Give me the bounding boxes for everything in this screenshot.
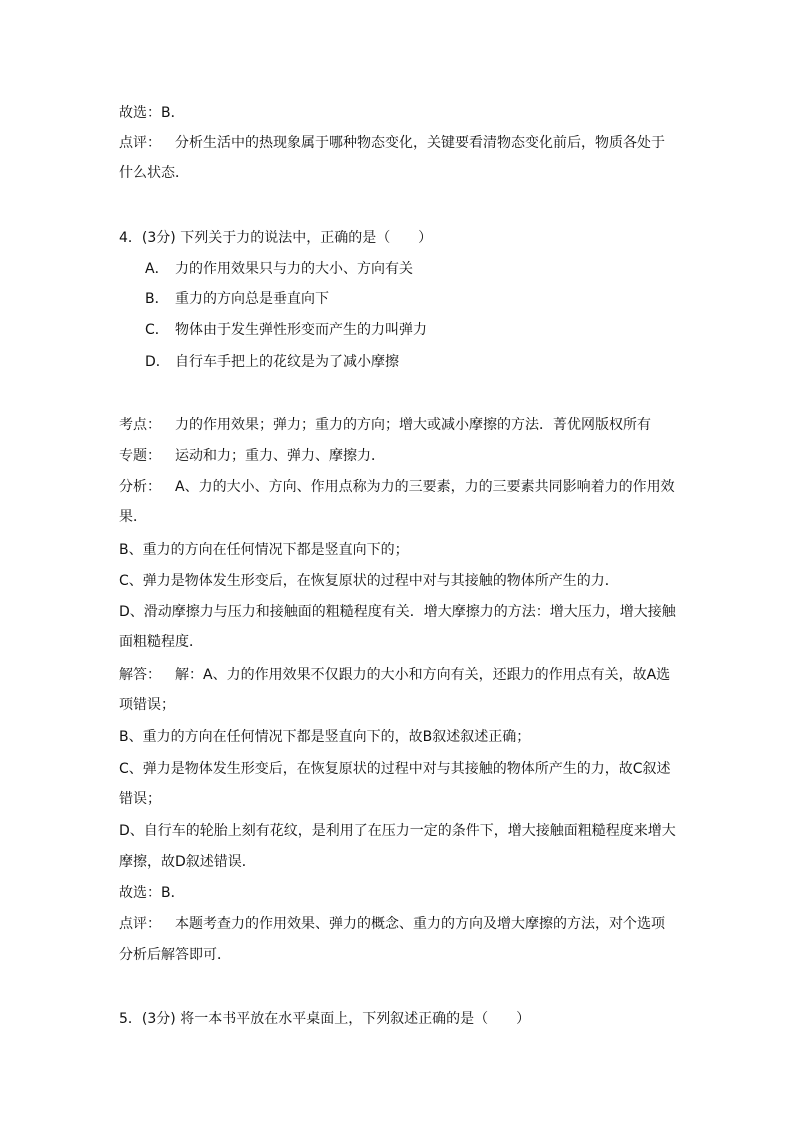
q4-jieda-b: B、重力的方向在任何情况下都是竖直向下的，故B叙述叙述正确； — [119, 729, 531, 745]
q4-jieda-d-2: 摩擦，故D叙述错误． — [119, 854, 256, 870]
q4-comment-label: 点评： — [119, 916, 161, 932]
q4-jieda-d-1: D、自行车的轮胎上刻有花纹，是利用了在压力一定的条件下，增大接触面粗糙程度来增大 — [119, 823, 676, 839]
q4-option-d-letter: D． — [145, 354, 170, 370]
q4-stem: 4．(3分) 下列关于力的说法中，正确的是（ ） — [119, 230, 433, 246]
q4-fenxi-c: C、弹力是物体发生形变后，在恢复原状的过程中对与其接触的物体所产生的力． — [119, 573, 619, 589]
q4-option-d — [145, 352, 399, 372]
q4-fenxi-label: 分析： — [119, 479, 161, 495]
q4-option-a-text: 力的作用效果只与力的大小、方向有关 — [175, 261, 413, 277]
q5-stem: 5．(3分) 将一本书平放在水平桌面上，下列叙述正确的是（ ） — [119, 1011, 531, 1027]
q4-kaodian-text: 力的作用效果；弹力；重力的方向；增大或减小摩擦的方法．菁优网版权所有 — [175, 417, 651, 433]
prev-answer: 故选：B． — [119, 105, 185, 121]
q4-option-b-letter: B． — [145, 291, 169, 307]
q4-option-c-letter: C． — [145, 322, 169, 338]
q4-jieda-c-2: 错误； — [119, 791, 161, 807]
q4-fenxi-text-2: 果． — [119, 509, 147, 525]
q4-option-b-text: 重力的方向总是垂直向下 — [175, 291, 329, 307]
q4-fenxi-d-1: D、滑动摩擦力与压力和接触面的粗糙程度有关．增大摩擦力的方法：增大压力，增大接触 — [119, 604, 676, 620]
prev-comment — [119, 133, 665, 153]
q4-jieda — [119, 665, 670, 685]
q4-fenxi-text-1: A、力的大小、方向、作用点称为力的三要素，力的三要素共同影响着力的作用效 — [175, 479, 675, 495]
q4-jieda-a-2: 项错误； — [119, 697, 175, 713]
q4-zhuanti-text: 运动和力；重力、弹力、摩擦力． — [175, 448, 385, 464]
q4-kaodian-label: 考点： — [119, 417, 161, 433]
q4-option-c — [145, 320, 427, 340]
q4-comment — [119, 914, 665, 934]
q4-option-b — [145, 289, 329, 309]
prev-comment-label: 点评： — [119, 135, 161, 151]
q4-fenxi-d-2: 面粗糙程度． — [119, 634, 203, 650]
q4-jieda-c-1: C、弹力是物体发生形变后，在恢复原状的过程中对与其接触的物体所产生的力，故C叙述 — [119, 761, 671, 777]
q4-fenxi-b: B、重力的方向在任何情况下都是竖直向下的； — [119, 542, 409, 558]
q4-option-c-text: 物体由于发生弹性形变而产生的力叫弹力 — [175, 322, 427, 338]
prev-comment-text-1: 分析生活中的热现象属于哪种物态变化，关键要看清物态变化前后，物质各处于 — [175, 135, 665, 151]
q4-option-a-letter: A． — [145, 261, 169, 277]
q4-jieda-label: 解答： — [119, 667, 161, 683]
q4-answer: 故选：B． — [119, 885, 185, 901]
prev-comment-text-2: 什么状态． — [119, 165, 189, 181]
q4-comment-text-1: 本题考查力的作用效果、弹力的概念、重力的方向及增大摩擦的方法，对个选项 — [175, 916, 665, 932]
q4-comment-text-2: 分析后解答即可． — [119, 947, 231, 963]
q4-zhuanti — [119, 446, 385, 466]
q4-jieda-a-1: 解：A、力的作用效果不仅跟力的大小和方向有关，还跟力的作用点有关，故A选 — [175, 667, 671, 683]
q4-option-d-text: 自行车手把上的花纹是为了减小摩擦 — [175, 354, 399, 370]
q4-option-a — [145, 259, 413, 279]
q4-kaodian — [119, 415, 651, 435]
q4-zhuanti-label: 专题： — [119, 448, 161, 464]
q4-fenxi — [119, 477, 675, 497]
